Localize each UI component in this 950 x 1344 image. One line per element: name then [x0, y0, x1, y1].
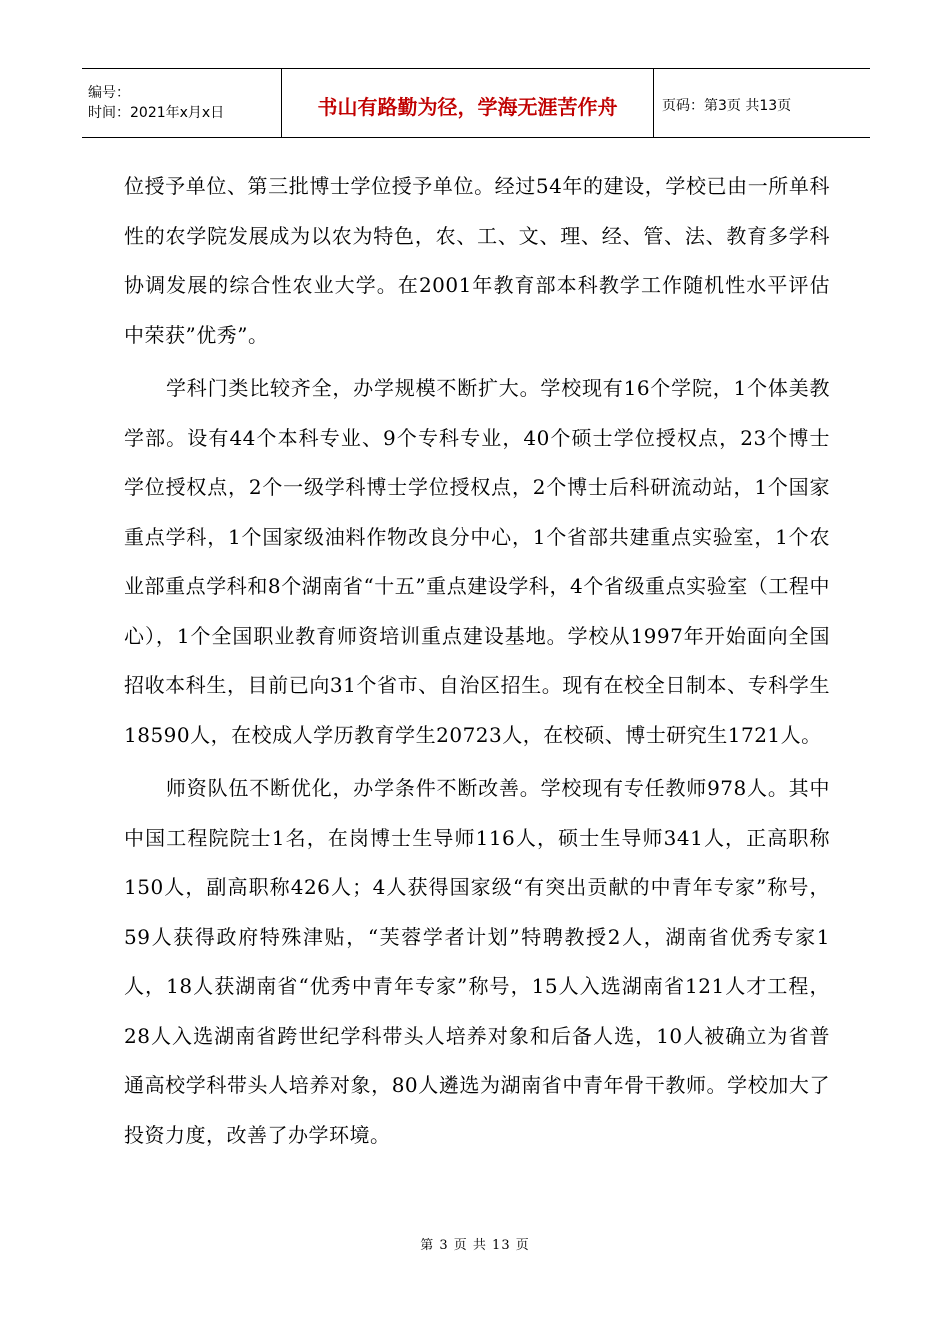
document-number-label: 编号：: [88, 85, 130, 101]
document-time-label: 时间：2021年x月x日: [88, 105, 225, 121]
page-header: [82, 68, 870, 138]
paragraph-disciplines: 学科门类比较齐全，办学规模不断扩大。学校现有16个学院，1个体美教学部。设有44个本科专业、9个专科专业，40个硕士学位授权点，23个博士学位授权点，2个一级学科博士学位授权点，2个博士后科研流动站，1个国家重点学科，1个国家级油料作物改良分中心，1个省部共建重点实验室，1个农业部重点学科和8个湖南省“十五”重点建设学科，4个省级重点实验室（工程中心），1个全国职业教育师资培训重点建设基地。学校从1997年开始面向全国招收本科生，目前已向31个省市、自治区招生。现有在校全日制本、专科学生18590人，在校成人学历教育学生20723人，在校硕、博士研究生1721人。: [124, 376, 830, 747]
header-motto-cell: [282, 69, 654, 137]
page-footer: 第 3 页 共 13 页: [420, 1238, 530, 1253]
header-page-info: 页码：第3页 共13页: [662, 98, 792, 114]
paragraph-faculty: 师资队伍不断优化，办学条件不断改善。学校现有专任教师978人。其中中国工程院院士1名，在岗博士生导师116人，硕士生导师341人，正高职称150人，副高职称426人；4人获得国家级“有突出贡献的中青年专家”称号，59人获得政府特殊津贴，“芙蓉学者计划”特聘教授2人，湖南省优秀专家1人，18人获湖南省“优秀中青年专家”称号，15人入选湖南省121人才工程，28人入选湖南省跨世纪学科带头人培养对象和后备人选，10人被确立为省普通高校学科带头人培养对象，80人遴选为湖南省中青年骨干教师。学校加大了投资力度，改善了办学环境。: [124, 776, 830, 1147]
paragraph-continuation: 位授予单位、第三批博士学位授予单位。经过54年的建设，学校已由一所单科性的农学院发展成为以农为特色，农、工、文、理、经、管、法、教育多学科协调发展的综合性农业大学。在2001年教育部本科教学工作随机性水平评估中荣获”优秀”。: [124, 174, 830, 347]
header-page-cell: [654, 69, 870, 137]
header-motto: 书山有路勤为径，学海无涯苦作舟: [317, 94, 618, 119]
document-body: [124, 162, 830, 1164]
header-meta: [82, 69, 282, 137]
